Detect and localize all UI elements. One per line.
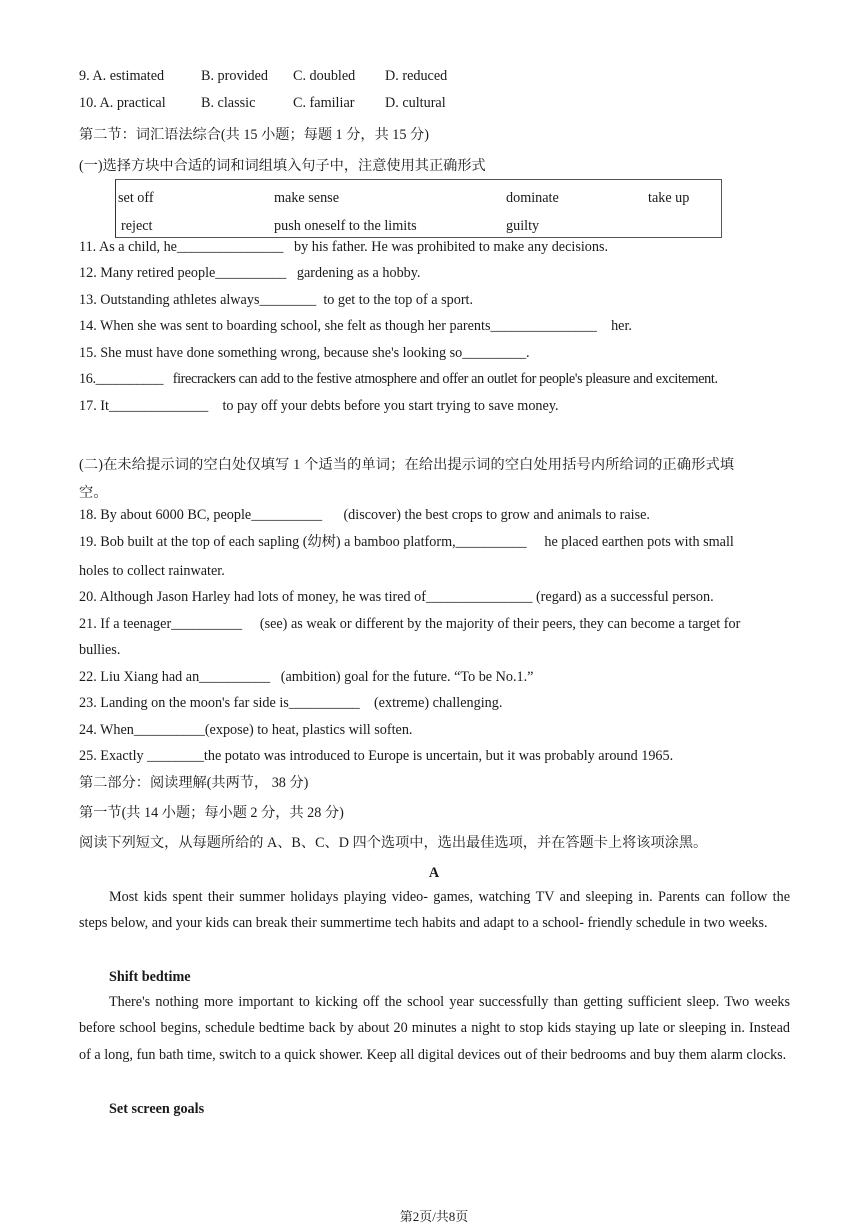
question-11 — [79, 238, 608, 256]
question-16-rest: firecrackers can add to the festive atmosphere and offer an outlet for people's pleasure and excitement. — [172, 371, 718, 387]
question-14-stem: 14. When she was sent to boarding school, she felt as though her parents_______________ — [79, 318, 597, 334]
q10-option-b: B. classic — [201, 95, 256, 111]
question-23-rest: (extreme) challenging. — [373, 695, 503, 711]
word-box-item: guilty — [506, 218, 540, 234]
question-11-rest: by his father. He was prohibited to make any decisions. — [294, 239, 609, 255]
question-17-rest: to pay off your debts before you start trying to save money. — [222, 398, 559, 414]
question-14 — [79, 317, 632, 335]
question-16-stem: 16.__________ — [79, 371, 164, 387]
word-box-item: dominate — [506, 190, 559, 206]
reading-instruction: 阅读下列短文，从每题所给的 A、B、C、D 四个选项中，选出最佳选项，并在答题卡上将该项涂黑。 — [79, 835, 708, 851]
word-box-item: make sense — [274, 190, 340, 206]
question-21 — [79, 615, 740, 633]
q10-option-c: C. familiar — [293, 95, 355, 111]
part-2-instruction-cont: 空。 — [79, 485, 108, 501]
q9-option-c: C. doubled — [293, 68, 356, 84]
question-22-stem: 22. Liu Xiang had an__________ — [79, 669, 271, 685]
page-footer: 第2页/共8页 — [399, 1209, 469, 1224]
q9-option-d: D. reduced — [385, 68, 448, 84]
part-2-title: 第二部分：阅读理解(共两节， 38 分) — [79, 775, 309, 791]
question-11-stem: 11. As a child, he_______________ — [79, 239, 284, 255]
passage-heading: Shift bedtime — [109, 969, 191, 985]
question-21-cont: bullies. — [79, 642, 121, 658]
question-19-cont: holes to collect rainwater. — [79, 563, 225, 579]
word-box-item: take up — [648, 190, 690, 206]
word-box-item: set off — [118, 190, 154, 206]
passage-paragraph: Most kids spent their summer holidays playing video- games, watching TV and sleeping in. Parents can follow the steps below, and your kids can break their summertime tech habits and adapt to a school- friendly schedule in two weeks. — [79, 889, 790, 932]
question-12-rest: gardening as a hobby. — [296, 265, 421, 281]
question-15 — [79, 344, 530, 362]
passage-label: A — [428, 865, 440, 881]
q9-option-b: B. provided — [201, 68, 268, 84]
question-21-stem: 21. If a teenager__________ — [79, 616, 243, 632]
question-20: 20. Although Jason Harley had lots of money, he was tired of_______________ (regard) as a successful person. — [79, 589, 714, 605]
question-18-stem: 18. By about 6000 BC, people__________ — [79, 507, 323, 523]
question-16 — [79, 370, 718, 388]
word-box-item: push oneself to the limits — [274, 218, 417, 234]
question-13-stem: 13. Outstanding athletes always________ — [79, 292, 317, 308]
part-2-section-1: 第一节(共 14 小题；每小题 2 分，共 28 分) — [79, 805, 344, 821]
passage-paragraph: There's nothing more important to kicking off the school year successfully than getting sufficient sleep. Two weeks before school begins, schedule bedtime back by about 20 minutes a night to stop kids staying up late or sleeping in. Instead of a long, fun bath time, switch to a quick shower. Keep all digital devices out of their bedrooms and buy them alarm clocks. — [79, 994, 790, 1063]
question-24: 24. When__________(expose) to heat, plastics will soften. — [79, 722, 413, 738]
word-box-item: reject — [121, 218, 153, 234]
question-19-rest: he placed earthen pots with small — [544, 534, 734, 550]
question-17 — [79, 397, 559, 415]
question-13-rest: to get to the top of a sport. — [323, 292, 474, 308]
question-13 — [79, 291, 473, 309]
question-25: 25. Exactly ________the potato was introduced to Europe is uncertain, but it was probably around 1965. — [79, 748, 674, 764]
q10-option-d: D. cultural — [385, 95, 446, 111]
question-19 — [79, 533, 734, 551]
question-12 — [79, 264, 420, 282]
q10-option-a: 10. A. practical — [79, 95, 166, 111]
passage-heading: Set screen goals — [109, 1101, 205, 1117]
question-12-stem: 12. Many retired people__________ — [79, 265, 287, 281]
question-21-rest: (see) as weak or different by the majority of their peers, they can become a target for — [259, 616, 741, 632]
question-14-rest: her. — [611, 318, 632, 334]
question-15-stem: 15. She must have done something wrong, because she's looking so_________. — [79, 345, 530, 361]
word-box — [115, 179, 722, 238]
section-2-title: 第二节：词汇语法综合(共 15 小题；每题 1 分，共 15 分) — [79, 127, 429, 143]
question-19-stem: 19. Bob built at the top of each sapling (幼树) a bamboo platform,__________ — [79, 534, 527, 550]
question-22-rest: (ambition) goal for the future. “To be No.1.” — [280, 669, 534, 685]
part-2-instruction: (二)在未给提示词的空白处仅填写 1 个适当的单词；在给出提示词的空白处用括号内所给词的正确形式填 — [79, 457, 735, 473]
question-17-stem: 17. It______________ — [79, 398, 209, 414]
question-18-rest: (discover) the best crops to grow and animals to raise. — [343, 507, 650, 523]
part-1-instruction: (一)选择方块中合适的词和词组填入句子中，注意使用其正确形式 — [79, 158, 486, 174]
question-23-stem: 23. Landing on the moon's far side is__________ — [79, 695, 360, 711]
question-23 — [79, 694, 502, 712]
question-22 — [79, 668, 533, 686]
q9-option-a: 9. A. estimated — [79, 68, 165, 84]
question-18 — [79, 506, 650, 524]
